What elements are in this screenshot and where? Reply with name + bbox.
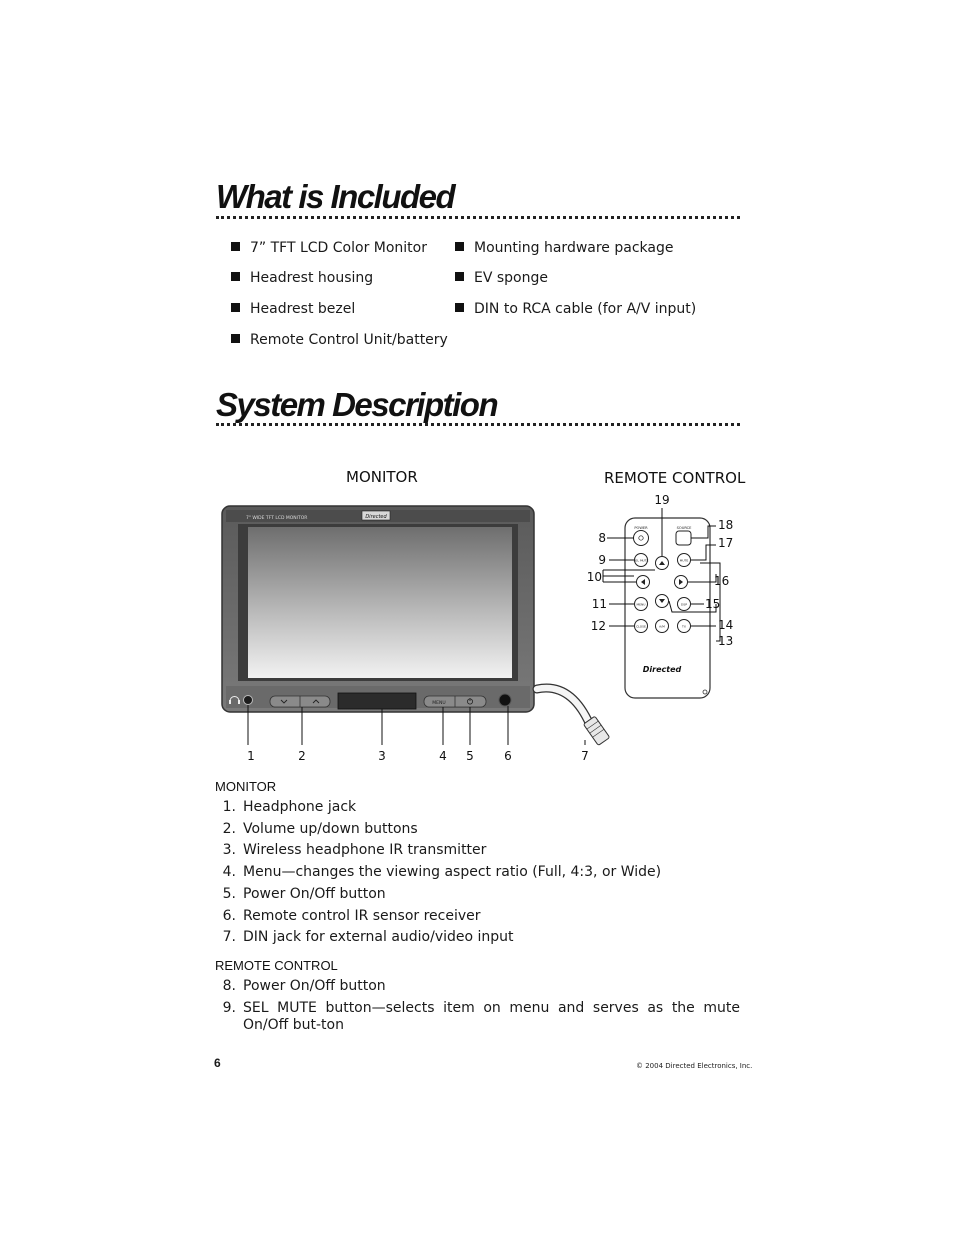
monitor-model-text: 7" WIDE TFT LCD MONITOR [246,516,308,521]
list-item: 9. SEL MUTE button—selects item on menu and serves as the mute On/Off but-ton [222,999,740,1033]
callout-number: 13 [718,634,734,648]
callout-number: 16 [714,574,730,588]
list-item: 4. Menu—changes the viewing aspect ratio (Full, 4:3, or Wide) [222,864,662,881]
monitor-illustration [222,506,610,745]
list-item: 1. Headphone jack [222,799,357,815]
callout-number: 14 [718,618,734,632]
callout-number: 6 [504,749,512,763]
lcd-screen [248,527,512,678]
remote-source-button [676,531,691,545]
ir-sensor-receiver [499,694,511,706]
remote-sel-text: SEL MUTE [633,558,649,563]
bullet-square-icon [455,272,464,281]
included-item: EV sponge [455,271,548,285]
callout-number: 7 [581,749,589,763]
list-item: 6. Remote control IR sensor receiver [222,907,481,924]
remote-source-text: SOURCE [676,526,692,530]
bullet-square-icon [231,334,240,343]
bullet-square-icon [231,242,240,251]
monitor-section-heading: MONITOR [215,779,277,794]
included-item: DIN to RCA cable (for A/V input) [455,302,696,316]
callout-number: 9 [598,553,606,567]
menu-power-buttons [424,696,486,707]
list-item: 3. Wireless headphone IR transmitter [222,842,487,859]
included-item: Headrest bezel [231,302,355,316]
included-item: 7” TFT LCD Color Monitor [231,241,427,255]
callout-number: 1 [247,749,255,763]
callout-number: 2 [298,749,306,763]
bullet-square-icon [455,242,464,251]
remote-mute-text: MUTE [679,558,689,563]
copyright: © 2004 Directed Electronics, Inc. [636,1062,753,1070]
monitor-callout-numbers [247,749,589,763]
heading-divider [216,216,740,219]
system-diagram [200,488,760,773]
callout-number: 10 [586,570,602,584]
callout-number: 17 [718,536,734,550]
remote-parts-list [216,976,740,1034]
remote-menu-text: MENU [636,602,646,607]
remote-section-heading: REMOTE CONTROL [215,958,338,973]
bullet-square-icon [231,303,240,312]
volume-buttons [270,696,330,707]
remote-illustration [625,518,710,698]
remote-am-text: A/M [659,624,665,629]
menu-button-text: MENU [432,701,446,706]
callout-number: 19 [654,493,670,507]
remote-tx-text: TX [682,624,686,629]
remote-diagram-label: REMOTE CONTROL [604,469,746,487]
din-cable [537,688,610,745]
list-item: 7. DIN jack for external audio/video input [222,929,514,946]
callout-number: 11 [591,597,607,611]
bullet-square-icon [231,272,240,281]
system-description-heading: System Description [216,386,498,423]
list-item: 2. Volume up/down buttons [222,820,418,837]
list-item: 5. Power On/Off button [222,885,386,902]
callout-number: 5 [466,749,474,763]
included-item: Remote Control Unit/battery [231,333,448,347]
monitor-brand-text: Directed [365,514,387,520]
remote-brand-text: Directed [642,665,682,674]
callout-number: 18 [718,518,734,532]
monitor-parts-list [216,797,740,949]
included-item: Mounting hardware package [455,241,673,255]
list-item: 8. Power On/Off button [222,978,386,994]
monitor-diagram-label: MONITOR [346,468,418,486]
callout-number: 15 [705,597,721,611]
ir-transmitter-window [338,693,416,709]
remote-close-text: CLOSE [636,624,646,629]
callout-number: 8 [598,531,606,545]
callout-number: 3 [378,749,386,763]
page-number: 6 [214,1056,221,1070]
heading-divider [216,423,740,426]
remote-dsp-text: DSP [680,602,688,607]
included-item: Headrest housing [231,271,373,285]
bullet-square-icon [455,303,464,312]
remote-power-text: POWER [634,526,648,530]
callout-number: 4 [439,749,447,763]
callout-number: 12 [590,619,606,633]
remote-power-button [634,531,649,546]
what-is-included-heading: What is Included [216,178,455,215]
